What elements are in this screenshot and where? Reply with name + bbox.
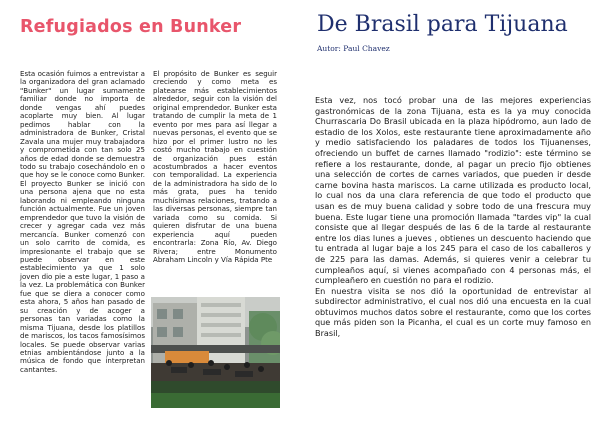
brasil-article-body <box>315 95 591 339</box>
bunker-article-column-2 <box>153 70 277 264</box>
bunker-column-1-text: Esta ocasión fuimos a entrevistar a la organizadora del gran aclamado "Bunker" un lugar sumamente familiar donde no importa de donde vengas ahí puedes acoplarte muy bien. Al lugar pedimos hablar con la administradora de Bunker, Cristal Zavala una mujer muy trabajadora y comprometida con tan solo 25 años de edad donde se demuestra todo su trabajo cosechándolo en o que hoy se le conoce como Bunker. El proyecto Bunker se inició con una persona ajena que no esta laborando ni empleando ninguna función actualmente. Fue un joven emprendedor que tuvo la visión de crecer y agregar cada vez más mercancía. Bunker comenzó con un solo carrito de comida, es impresionante el trabajo que se puede observar en este establecimiento ya que 1 solo joven dio pie a este lugar, 1 paso a la vez. La problemática con Bunker fue que se diera a conocer como esta ahora, 5 años han pasado de su creación y de acoger a personas tan variadas como la misma Tijuana, desde los platillos de mariscos, los tacos famosísimos locales. Se puede observar varias etnias ambientándose junto a la música de fondo que interpretan cantantes. <box>20 69 145 374</box>
right-page <box>300 0 600 424</box>
bunker-column-2-text: El propósito de Bunker es seguir creciendo y como meta es platearse más establecimientos alrededor, seguir con la visión del original emprendedor. Bunker esta tratando de cumplir la meta de 1 evento por mes para así llegar a nuevas personas, el evento que se hizo por el primer lustro no les costó mucho trabajo en cuestión de organización pues están acostumbrados a hacer eventos con temporalidad. La experiencia de la administradora ha sido de lo más grata, pues ha tenido muchísimas relaciones, tratando a las diversas personas, siempre tan variada como su comida. Si quieren disfrutar de una buena experiencia aquí pueden encontrarla: Zona Río, Av. Diego Rivera; entre Monumento Abraham Lincoln y Vía Rápida Pte <box>153 69 277 264</box>
brasil-article-title: De Brasil para Tijuana <box>317 12 568 37</box>
brasil-paragraph-1: Esta vez, nos tocó probar una de las mejores experiencias gastronómicas de la zona Tijuana, esta es la ya muy conocida Churrascaria Do Brasil ubicada en la plaza hipódromo, aun lado de estadio de los Xolos, este restaurante tiene aproximadamente año y medio satisfaciendo los paladares de todos los Tijuanenses, ofreciendo un buffet de carnes llamado "rodizio": este término se refiere a los restaurante, donde, al pagar un precio fijo obtienes una selección de cortes de carnes variados, que pueden ir desde carne bovina hasta mariscos. La carne utilizada es producto local, lo cual nos da una clara referencia de que todo el producto que usan es de muy buena calidad y sobre todo de una frescura muy buena. Este lugar tiene una promoción llamada "tardes vip" la cual consiste que al llegar después de las 6 de la tarde al restaurante entre los dias lunes a jueves , obtienes un descuento haciendo que tu entrada al lugar baje a los 245 para el caso de los caballeros y de 225 para las damas. Además, si quieres venir a celebrar tu cumpleaños aquí, si vienes acompañado con 4 personas más, el cumpleañero en cuestión no para el rodizio. <box>315 95 591 286</box>
brasil-article-byline: Autor: Paul Chavez <box>317 44 390 53</box>
brasil-paragraph-2: En nuestra visita se nos dió la oportunidad de entrevistar al subdirector administrativo, el cual nos dió una encuesta en la cual obtuvimos muchos datos sobre el restaurante, como que los cortes que más piden son la Picanha, el cual es un corte muy famoso en Brasil, <box>315 285 591 339</box>
bunker-article-title: Refugiados en Bunker <box>20 17 242 37</box>
bunker-venue-photo-image <box>151 297 280 408</box>
bunker-article-column-1 <box>20 70 145 374</box>
bunker-venue-photo <box>151 297 280 408</box>
